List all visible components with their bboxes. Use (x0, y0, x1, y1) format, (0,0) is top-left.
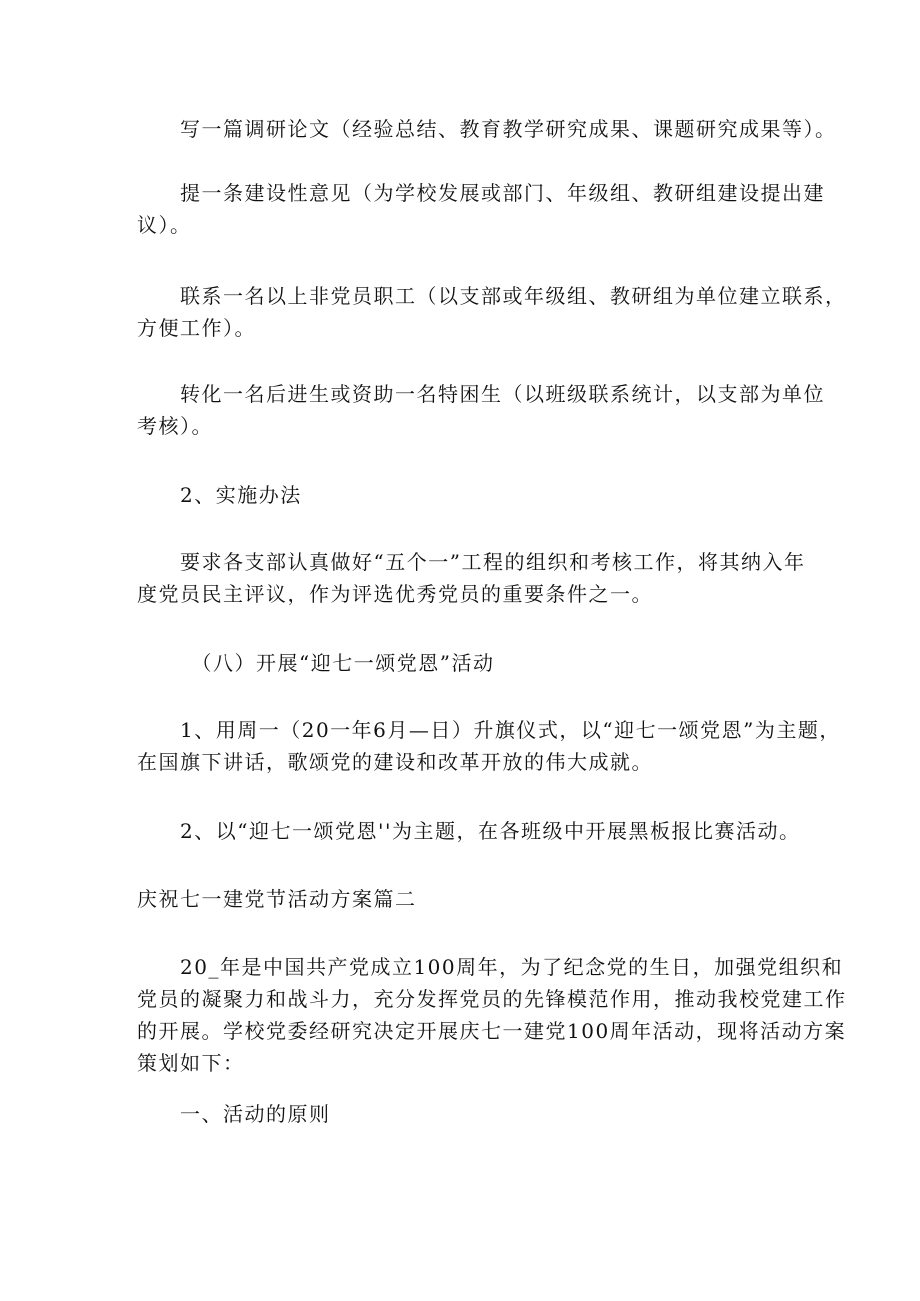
text-line: 20_年是中国共产党成立100周年，为了纪念党的生日，加强党组织和 (137, 955, 844, 979)
text-line: 2、以“迎七一颂党恩''为主题，在各班级中开展黑板报比赛活动。 (137, 819, 801, 843)
text-line: 考核）。 (137, 414, 213, 438)
text-line: 提一条建设性意见（为学校发展或部门、年级组、教研组建设提出建 (137, 181, 825, 205)
paragraph-intro-100-years (137, 951, 847, 1079)
text-line: 写一篇调研论文（经验总结、教育教学研究成果、课题研究成果等）。 (137, 117, 837, 141)
paragraph-contact-staff (137, 280, 847, 344)
text-line: 庆祝七一建党节活动方案篇二 (137, 887, 417, 911)
text-line: 方便工作）。 (137, 316, 256, 340)
text-line: 要求各支部认真做好“五个一”工程的组织和考核工作，将其纳入年 (137, 550, 806, 574)
paragraph-research-paper (137, 113, 837, 145)
paragraph-suggestion (137, 177, 825, 241)
text-line: 1、用周一（20一年6月—日）升旗仪式，以“迎七一颂党恩”为主题， (137, 718, 841, 742)
text-line: 党员的凝聚力和战斗力，充分发挥党员的先锋模范作用，推动我校党建工作 (137, 987, 847, 1011)
paragraph-blackboard-contest (137, 815, 801, 847)
paragraph-flag-ceremony (137, 714, 841, 778)
paragraph-help-student (137, 378, 825, 442)
text-line: 联系一名以上非党员职工（以支部或年级组、教研组为单位建立联系， (137, 284, 847, 308)
text-line: （八）开展“迎七一颂党恩”活动 (137, 651, 495, 675)
section-heading-implementation (137, 479, 797, 511)
text-line: 的开展。学校党委经研究决定开展庆七一建党100周年活动，现将活动方案 (137, 1019, 847, 1043)
text-line: 议）。 (137, 213, 192, 237)
text-line: 策划如下： (137, 1051, 245, 1075)
text-line: 度党员民主评议，作为评选优秀党员的重要条件之一。 (137, 582, 653, 606)
text-line: 转化一名后进生或资助一名特困生（以班级联系统计，以支部为单位 (137, 382, 825, 406)
section-heading-principles (137, 1098, 797, 1130)
text-line: 在国旗下讲话，歌颂党的建设和改革开放的伟大成就。 (137, 750, 653, 774)
text-line: 2、实施办法 (137, 483, 302, 507)
section-heading-activity-eight (137, 647, 797, 679)
text-line: 一、活动的原则 (137, 1102, 331, 1126)
paragraph-requirements (137, 546, 806, 610)
section-title-part-two (137, 883, 797, 915)
